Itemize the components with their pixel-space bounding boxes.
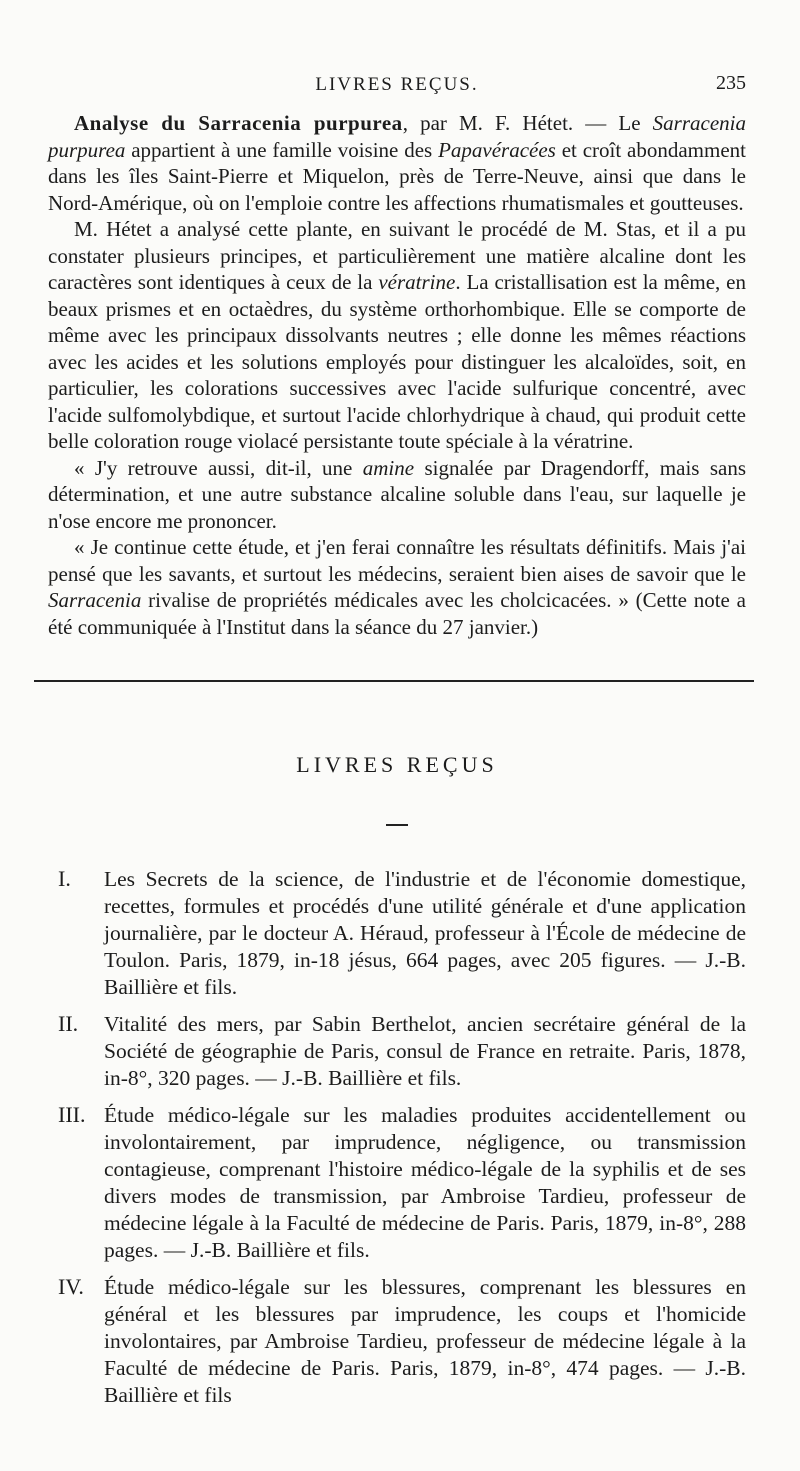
text-run: « J'y retrouve aussi, dit-il, une [74,455,363,480]
book-number: I. [58,866,71,891]
italic-term: Papavéracées [438,137,556,162]
section-divider [34,680,754,682]
text-run: appartient à une famille voisine des [125,137,439,162]
italic-term: Sarracenia purpurea [48,111,746,162]
book-description: Les Secrets de la science, de l'industrie et de l'économie domestique, recettes, formules et procédés d'une utilité générale et d'une application journalière, par le docteur A. Héraud, professeur à l'École de médecine de Toulon. Paris, 1879, in-18 jésus, 664 pages, avec 205 figures. — J.-B. Baillière et fils. [104,867,746,999]
text-run: . La cristallisation est la même, en beaux prismes et en octaèdres, du système orthorhombique. Elle se comporte de même avec les principaux dissolvants neutres ; elle donne les mêmes réactions avec les acides et les solutions employés pour distinguer les alcaloïdes, soit, en particulier, les colorations successives avec l'acide sulfurique concentré, avec l'acide sulfomolybdique, et surtout l'acide chlorhydrique à chaud, qui produit cette belle coloration rouge violacé persistante toute spéciale à la vératrine. [48,270,747,453]
page-number: 235 [716,72,746,94]
book-number: III. [58,1102,86,1127]
book-number: II. [58,1011,79,1036]
section-title: LIVRES REÇUS [296,752,498,777]
book-description: Étude médico-légale sur les blessures, comprenant les blessures en général et les blessures par imprudence, les coups et l'homicide involontaires, par Ambroise Tardieu, professeur de médecine légale à la Faculté de médecine de Paris. Paris, 1879, in-8°, 474 pages. — J.-B. Baillière et fils [104,1275,746,1407]
article-paragraph-4 [48,534,746,640]
book-number: IV. [58,1274,84,1299]
running-head [48,60,746,95]
book-entry [48,1011,746,1092]
book-description: Vitalité des mers, par Sabin Berthelot, ancien secrétaire général de la Société de géographie de Paris, consul de France en retraite. Paris, 1878, in-8°, 320 pages. — J.-B. Baillière et fils. [104,1012,746,1090]
article-title: Analyse du Sarracenia purpurea [74,111,403,135]
italic-term: vératrine [378,270,456,294]
text-run: et croît abondamment dans les îles Saint-Pierre et Miquelon, près de Terre-Neuve, ainsi que dans le Nord-Amérique, où on l'emploie contre les affections rhumatismales et goutteuses. [48,137,746,215]
text-run: « Je continue cette étude, et j'en ferai connaître les résultats définitifs. Mais j'ai pensé que les savants, et surtout les médecins, seraient bien aises de savoir que le [48,535,746,586]
book-list [48,866,746,1409]
book-entry [48,1102,746,1264]
article-paragraph-1 [48,110,746,216]
book-description: Étude médico-légale sur les maladies produites accidentellement ou involontairement, par imprudence, négligence, ou transmission contagieuse, comprenant l'histoire médico-légale de la syphilis et de ses divers modes de transmission, par Ambroise Tardieu, professeur de médecine légale à la Faculté de médecine de Paris. Paris, 1879, in-8°, 288 pages. — J.-B. Baillière et fils. [104,1103,746,1262]
text-run: , par M. F. Hétet. — Le [402,111,653,135]
article-paragraph-3 [48,455,746,535]
article [48,110,746,640]
article-paragraph-2 [48,216,746,455]
italic-term: amine [362,455,415,480]
book-entry [48,866,746,1001]
short-divider [386,824,408,826]
running-head-title: LIVRES REÇUS. [315,74,479,95]
italic-term: Sarracenia [48,588,142,612]
text-run: M. Hétet a analysé cette plante, en suivant le procédé de M. Stas, et il a pu constater plusieurs principes, et particulièrement une matière alcaline dont les caractères sont identiques à ceux de la [48,217,746,294]
text-run: rivalise de propriétés médicales avec les cholcicacées. » (Cette note a été communiquée à l'Institut dans la séance du 27 janvier.) [48,588,746,639]
book-entry [48,1274,746,1409]
text-run: signalée par Dragendorff, mais sans détermination, et une autre substance alcaline soluble dans l'eau, sur laquelle je n'ose encore me prononcer. [48,455,746,533]
